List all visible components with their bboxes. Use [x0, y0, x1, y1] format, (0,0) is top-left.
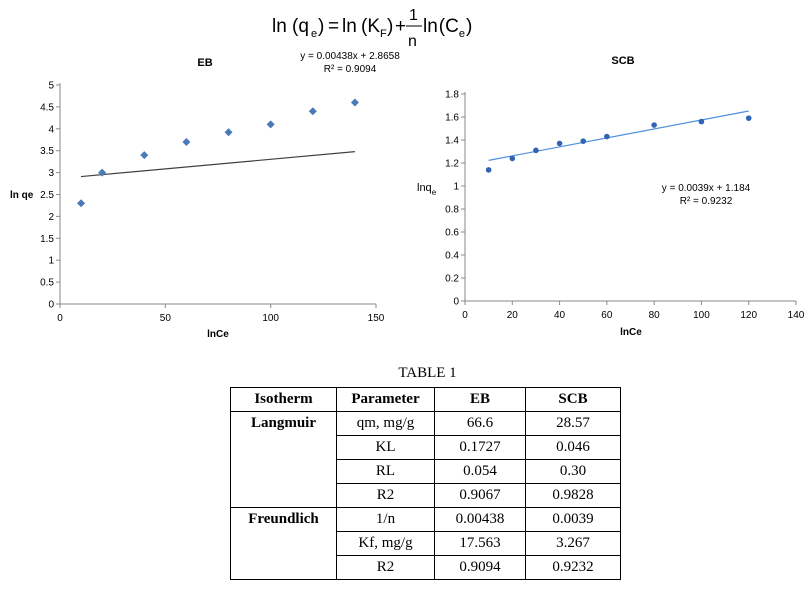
scb-x-tick-label: 140	[787, 310, 805, 321]
eb-data-point	[182, 138, 190, 146]
scb-y-tick-label: 0	[453, 296, 459, 308]
scb-y-tick-label: 0.4	[445, 250, 459, 262]
scb-y-tick-label: 1.6	[445, 112, 459, 124]
eb-value-cell: 0.054	[435, 460, 526, 484]
equation-ce-sub: e	[458, 28, 465, 40]
eb-data-point	[351, 99, 359, 107]
parameter-cell: R2	[337, 556, 435, 580]
eb-trendline	[81, 152, 355, 177]
equation-qe-sub: e	[311, 28, 318, 40]
scb-y-tick-label: 0.6	[445, 227, 459, 239]
eb-value-cell: 66.6	[435, 412, 526, 436]
eb-x-tick-label: 150	[367, 313, 385, 324]
eb-x-axis-label: lnCe	[207, 329, 229, 340]
equation-plus: +	[395, 16, 407, 37]
eb-y-tick-label: 4.5	[40, 102, 54, 114]
eb-x-tick-label: 0	[57, 313, 63, 324]
scb-x-axis-label: lnCe	[620, 327, 642, 338]
eb-value-cell: 17.563	[435, 532, 526, 556]
scb-data-point	[604, 134, 610, 140]
equation-equals: =	[328, 16, 340, 37]
eb-y-tick-label: 3.5	[40, 146, 54, 158]
eb-data-point	[267, 120, 275, 128]
header-eb: EB	[435, 388, 526, 412]
scb-x-tick-label: 120	[740, 310, 758, 321]
eb-y-tick-label: 0.5	[40, 277, 54, 289]
scb-x-tick-label: 20	[506, 310, 518, 321]
scb-y-tick-label: 1	[453, 181, 459, 193]
eb-value-cell: 0.9067	[435, 484, 526, 508]
eb-x-tick-label: 100	[262, 313, 280, 324]
equation-ln-ce: ln	[423, 16, 438, 37]
scb-data-point	[486, 167, 492, 173]
scb-r2-label: R² = 0.9232	[679, 196, 733, 207]
table-row	[231, 412, 621, 436]
eb-y-tick-label: 3	[48, 168, 54, 180]
eb-y-tick-label: 4	[48, 124, 54, 136]
scb-y-tick-label: 1.4	[445, 135, 459, 147]
scb-x-tick-label: 60	[601, 310, 613, 321]
table-caption: TABLE 1	[398, 365, 457, 381]
eb-title: EB	[197, 57, 213, 69]
eb-y-tick-label: 1	[48, 255, 54, 267]
parameter-cell: 1/n	[337, 508, 435, 532]
eb-equation-label: y = 0.00438x + 2.8658	[300, 51, 400, 62]
equation-ln-lhs: ln	[272, 16, 287, 37]
scb-trendline	[489, 111, 749, 160]
scb-chart	[410, 48, 812, 348]
equation-frac-den: n	[408, 33, 417, 50]
eb-data-point	[77, 199, 85, 207]
eb-y-tick-label: 2	[48, 211, 54, 223]
equation-kf-close: )	[387, 16, 394, 37]
scb-y-axis-label-sub: e	[431, 188, 437, 197]
equation-kf: (K	[361, 16, 380, 37]
scb-data-point	[699, 119, 705, 125]
parameter-cell: Kf, mg/g	[337, 532, 435, 556]
scb-equation-label: y = 0.0039x + 1.184	[661, 183, 751, 194]
scb-data-point	[509, 156, 515, 162]
scb-value-cell: 3.267	[526, 532, 621, 556]
equation-kf-sub: F	[380, 28, 387, 40]
parameter-cell: R2	[337, 484, 435, 508]
table-header-row	[231, 388, 621, 412]
eb-r2-label: R² = 0.9094	[323, 64, 377, 75]
scb-data-point	[746, 115, 752, 121]
isotherm-langmuir: Langmuir	[231, 412, 337, 508]
eb-x-tick-label: 50	[159, 313, 171, 324]
scb-y-axis-label: lnq$_e$	[417, 182, 437, 197]
scb-value-cell: 0.9232	[526, 556, 621, 580]
isotherm-parameters-table	[230, 387, 621, 580]
equation-ce-close: )	[465, 16, 473, 37]
equation-ce: (C	[438, 16, 459, 37]
isotherm-freundlich: Freundlich	[231, 508, 337, 580]
eb-y-tick-label: 5	[48, 80, 54, 92]
eb-chart	[0, 48, 400, 348]
equation-frac-num: 1	[409, 7, 418, 24]
scb-y-tick-label: 0.8	[445, 204, 459, 216]
header-isotherm: Isotherm	[231, 388, 337, 412]
equation-qe-close: )	[318, 16, 325, 37]
scb-value-cell: 28.57	[526, 412, 621, 436]
header-parameter: Parameter	[337, 388, 435, 412]
eb-data-point	[140, 151, 148, 159]
scb-y-tick-label: 1.8	[445, 89, 459, 101]
table-row	[231, 508, 621, 532]
eb-value-cell: 0.1727	[435, 436, 526, 460]
parameter-cell: RL	[337, 460, 435, 484]
scb-value-cell: 0.9828	[526, 484, 621, 508]
scb-y-tick-label: 0.2	[445, 273, 459, 285]
scb-x-tick-label: 100	[693, 310, 710, 321]
equation-ln-kf: ln	[342, 16, 357, 37]
scb-title: SCB	[611, 55, 635, 67]
eb-y-tick-label: 1.5	[40, 233, 54, 245]
scb-x-tick-label: 40	[554, 310, 566, 321]
eb-data-point	[225, 128, 233, 136]
parameter-cell: KL	[337, 436, 435, 460]
header-scb: SCB	[526, 388, 621, 412]
scb-value-cell: 0.046	[526, 436, 621, 460]
eb-y-axis-label: ln qe	[10, 190, 34, 201]
eb-data-point	[309, 107, 317, 115]
scb-y-tick-label: 1.2	[445, 158, 459, 170]
scb-x-tick-label: 80	[648, 310, 660, 321]
eb-y-tick-label: 0	[48, 299, 54, 311]
eb-value-cell: 0.00438	[435, 508, 526, 532]
eb-y-tick-label: 2.5	[40, 190, 54, 201]
scb-data-point	[533, 148, 539, 154]
eb-value-cell: 0.9094	[435, 556, 526, 580]
scb-x-tick-label: 0	[462, 310, 468, 321]
scb-data-point	[580, 138, 586, 144]
scb-data-point	[557, 141, 563, 147]
scb-value-cell: 0.30	[526, 460, 621, 484]
equation-qe: (q	[292, 16, 309, 37]
scb-data-point	[651, 122, 657, 128]
parameter-cell: qm, mg/g	[337, 412, 435, 436]
scb-value-cell: 0.0039	[526, 508, 621, 532]
